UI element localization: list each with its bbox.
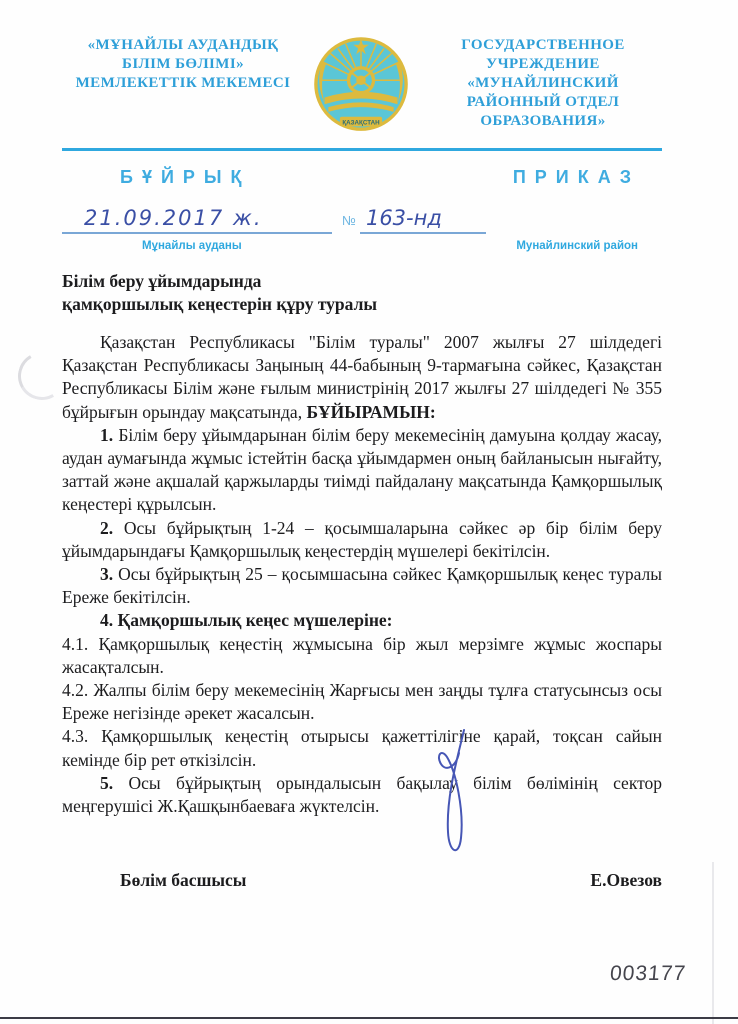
- item-number: 2.: [100, 517, 114, 538]
- order-item-4-3: [62, 725, 662, 771]
- item-number: 5.: [100, 772, 114, 793]
- subject-line-2: қамқоршылық кеңестерін құру туралы: [62, 294, 378, 314]
- intro-paragraph: [62, 331, 662, 424]
- order-title-row: [0, 167, 738, 188]
- subject-line-1: Білім беру ұйымдарында: [62, 271, 262, 291]
- item-text: Қамқоршылық кеңестің отырысы қажеттілігіне қарай, тоқсан сайын кемінде бір рет өткізілсін.: [62, 726, 662, 770]
- item-number: 4.1.: [62, 633, 89, 654]
- org-name-russian: ГОСУДАРСТВЕННОЕ УЧРЕЖДЕНИЕ «МУНАЙЛИНСКИЙ РАЙОННЫЙ ОТДЕЛ ОБРАЗОВАНИЯ»: [461, 37, 625, 129]
- item-text: Осы бұйрықтың 25 – қосымшасына сәйкес Қамқоршылық кеңес туралы Ереже бекітілсін.: [62, 564, 663, 608]
- signature-row: [120, 870, 662, 891]
- signer-title: Бөлім басшысы: [120, 870, 247, 891]
- region-label-kazakh: Мұнайлы ауданы: [142, 240, 242, 252]
- order-body: [62, 331, 662, 818]
- order-title-russian: ПРИКАЗ: [512, 167, 640, 187]
- page-edge-shadow: [712, 862, 714, 1024]
- order-item-1: [62, 424, 662, 517]
- region-label-row: [0, 240, 738, 252]
- item-number: 1.: [100, 424, 114, 445]
- serial-number-stamp: 003177: [609, 962, 688, 985]
- item-text: Жалпы білім беру мекемесінің Жарғысы мен заңды тұлға статусынсыз осы Ереже негізінде әрекет жасалсын.: [62, 680, 663, 724]
- handwritten-date-field: [62, 206, 332, 234]
- intro-text: Қазақстан Республикасы "Білім туралы" 2007 жылғы 27 шілдедегі Қазақстан Республикасы Заңының 44-бабының 9-тармағына сәйкес, Қазақстан Республикасы Білім және ғылым министрінің 2017 жылғы 27 шілдедегі № 355 бұйрығын орындау мақсатында,: [62, 332, 662, 422]
- order-item-4-2: [62, 679, 662, 725]
- order-item-5: [62, 772, 662, 818]
- letterhead: [0, 0, 738, 136]
- emblem-container: [304, 36, 418, 136]
- order-date-number-line: [62, 198, 738, 234]
- header-divider-rule: [62, 148, 662, 151]
- handwritten-number: 163-нд: [365, 206, 442, 230]
- order-title-kazakh: БҰЙРЫҚ: [120, 167, 251, 187]
- item-text: Қамқоршылық кеңестің жұмысына бір жыл мерзімге жұмыс жоспары жасақталсын.: [62, 633, 662, 677]
- emblem-banner-text: ҚАЗАҚСТАН: [342, 119, 380, 127]
- order-item-2: [62, 517, 662, 563]
- org-name-kazakh: «МҰНАЙЛЫ АУДАНДЫҚ БІЛІМ БӨЛІМІ» МЕМЛЕКЕТТІК МЕКЕМЕСІ: [75, 37, 291, 91]
- item-number: 3.: [100, 564, 114, 585]
- handwritten-date: 21.09.2017 ж.: [84, 206, 263, 230]
- order-item-4: [62, 609, 662, 632]
- intro-directive: БҰЙЫРАМЫН:: [306, 401, 436, 422]
- item-text: Осы бұйрықтың орындалысын бақылау білім бөлімінің сектор меңгерушісі Ж.Қашқынбаеваға жүктелсін.: [62, 772, 663, 817]
- item-number: 4.2.: [62, 680, 89, 701]
- item-text: Осы бұйрықтың 1-24 – қосымшаларына сәйкес әр бір білім беру ұйымдарындағы Қамқоршылық кеңестердің мүшелері бекітілсін.: [62, 517, 663, 561]
- item-number: 4.: [100, 610, 114, 631]
- kazakhstan-emblem-icon: [313, 36, 409, 136]
- item-number: 4.3.: [62, 726, 89, 747]
- signer-name: Е.Овезов: [590, 870, 662, 891]
- item-text: Білім беру ұйымдарынан білім беру мекемесінің дамуына қолдау жасау, аудан аумағында жұмыс істейтін басқа ұйымдармен оның байланысын нығайту, заттай және ақшалай қаржыларды тиімді пайдалану мақсатында Қамқоршылық кеңестері құрылсын.: [62, 424, 663, 515]
- order-subject: [62, 270, 662, 316]
- number-sign: №: [342, 213, 356, 228]
- handwritten-number-field: [360, 206, 486, 234]
- order-item-3: [62, 563, 662, 609]
- handwritten-signature-icon: [420, 726, 478, 866]
- scan-bottom-edge: [0, 1017, 738, 1019]
- region-label-russian: Мунайлинский район: [516, 240, 638, 252]
- item-text: Қамқоршылық кеңес мүшелеріне:: [117, 610, 393, 631]
- order-item-4-1: [62, 633, 662, 679]
